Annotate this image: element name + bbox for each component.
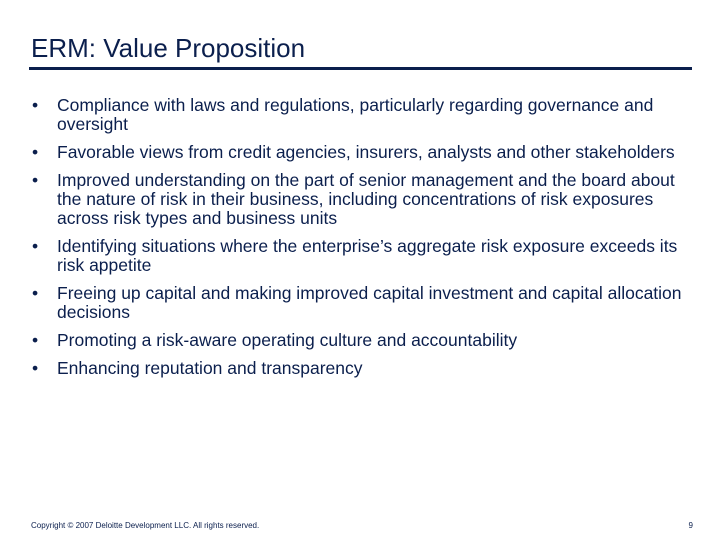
bullet-text: Favorable views from credit agencies, insurers, analysts and other stakeholders xyxy=(57,142,675,162)
page-number: 9 xyxy=(688,521,693,530)
slide-title: ERM: Value Proposition xyxy=(31,33,306,63)
bullet-icon: • xyxy=(32,330,39,350)
bullet-icon: • xyxy=(32,358,39,378)
bullet-item xyxy=(32,171,692,228)
bullet-item xyxy=(32,143,692,162)
bullet-item xyxy=(32,331,692,350)
bullet-item xyxy=(32,96,692,134)
title-divider xyxy=(29,67,692,70)
bullet-item xyxy=(32,359,692,378)
bullet-text: Identifying situations where the enterprise’s aggregate risk exposure exceeds its risk appetite xyxy=(57,236,678,275)
bullet-text: Enhancing reputation and transparency xyxy=(57,358,363,378)
bullet-list xyxy=(32,96,692,387)
bullet-icon: • xyxy=(32,236,39,256)
bullet-item xyxy=(32,237,692,275)
bullet-item xyxy=(32,284,692,322)
bullet-icon: • xyxy=(32,170,39,190)
bullet-text: Improved understanding on the part of senior management and the board about the nature of risk in their business, including concentrations of risk exposures across risk types and business units xyxy=(57,170,675,228)
footer-copyright: Copyright © 2007 Deloitte Development LLC. All rights reserved. xyxy=(31,521,260,530)
bullet-text: Freeing up capital and making improved capital investment and capital allocation decisions xyxy=(57,283,682,322)
bullet-icon: • xyxy=(32,283,39,303)
bullet-icon: • xyxy=(32,95,39,115)
bullet-text: Promoting a risk-aware operating culture and accountability xyxy=(57,330,518,350)
bullet-text: Compliance with laws and regulations, particularly regarding governance and oversight xyxy=(57,95,654,134)
bullet-icon: • xyxy=(32,142,39,162)
